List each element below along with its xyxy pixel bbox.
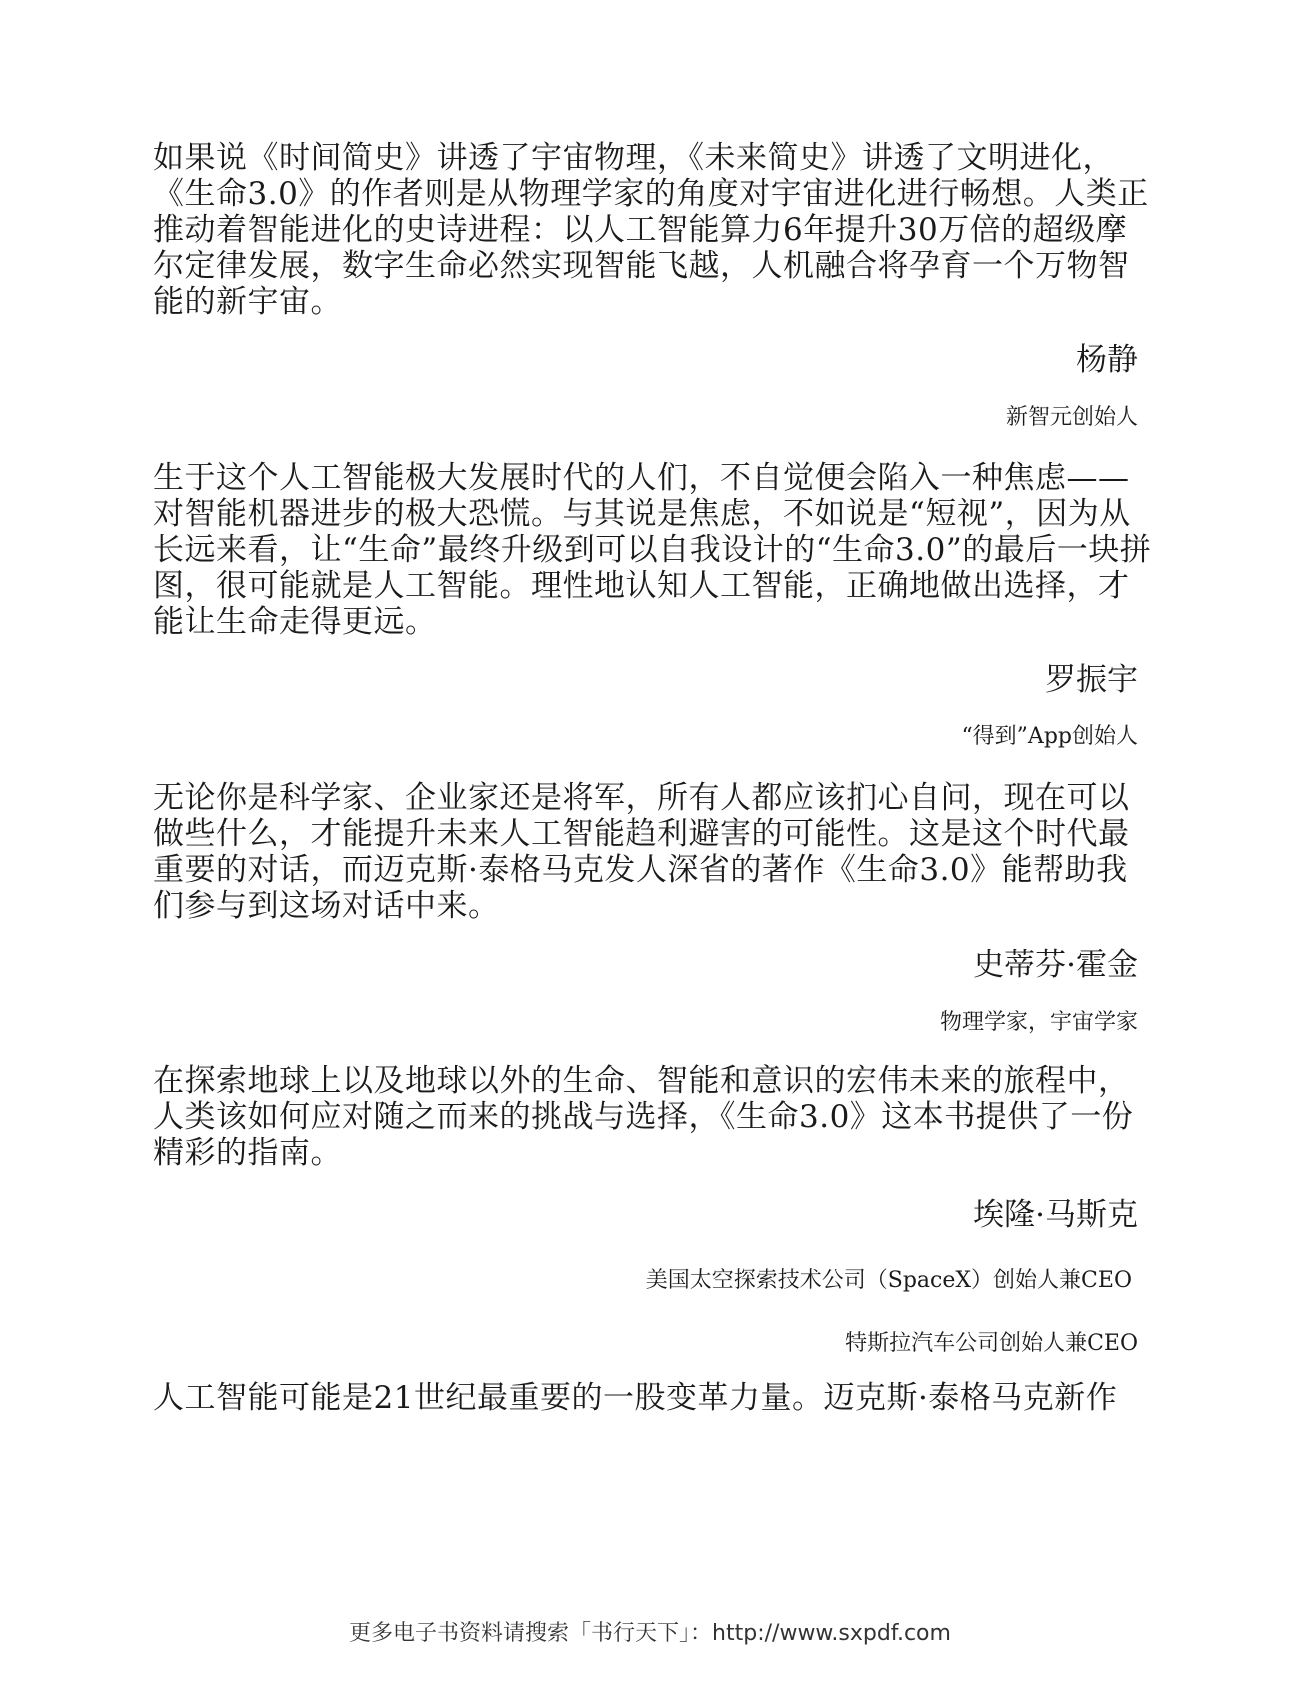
endorsement-title-4b: 特斯拉汽车公司创始人兼CEO [845, 1331, 1138, 1356]
endorsement-author-1: 杨静 [1076, 342, 1138, 378]
endorsement-title-3: 物理学家，宇宙学家 [939, 1010, 1138, 1035]
endorsement-author-4: 埃隆·马斯克 [973, 1197, 1138, 1233]
endorsement-title-1: 新智元创始人 [1005, 405, 1138, 430]
endorsement-author-3: 史蒂芬·霍金 [973, 947, 1138, 983]
endorsement-text-3: 无论你是科学家、企业家还是将军，所有人都应该扪心自问，现在可以做些什么，才能提升未来人工智能趋利避害的可能性。这是这个时代最重要的对话，而迈克斯·泰格马克发人深省的著作《生命3.0》能帮助我们参与到这场对话中来。 [153, 780, 1130, 924]
endorsement-text-2: 生于这个人工智能极大发展时代的人们，不自觉便会陷入一种焦虑——对智能机器进步的极大恐慌。与其说是焦虑，不如说是“短视”，因为从长远来看，让“生命”最终升级到可以自我设计的“生命3.0”的最后一块拼图，很可能就是人工智能。理性地认知人工智能，正确地做出选择，才能让生命走得更远。 [153, 460, 1152, 640]
endorsement-author-2: 罗振宇 [1045, 662, 1138, 698]
endorsement-title-2: “得到”App创始人 [961, 724, 1138, 749]
endorsement-text-4: 在探索地球上以及地球以外的生命、智能和意识的宏伟未来的旅程中，人类该如何应对随之而来的挑战与选择，《生命3.0》这本书提供了一份精彩的指南。 [153, 1063, 1134, 1171]
endorsement-title-4a: 美国太空探索技术公司（SpaceX）创始人兼CEO [645, 1268, 1132, 1293]
footer-watermark: 更多电子书资料请搜索「书行天下」：http://www.sxpdf.com [349, 1621, 951, 1646]
endorsement-text-1: 如果说《时间简史》讲透了宇宙物理，《未来简史》讲透了文明进化，《生命3.0》的作者则是从物理学家的角度对宇宙进化进行畅想。人类正推动着智能进化的史诗进程：以人工智能算力6年提升30万倍的超级摩尔定律发展，数字生命必然实现智能飞越，人机融合将孕育一个万物智能的新宇宙。 [153, 140, 1149, 320]
endorsement-text-5: 人工智能可能是21世纪最重要的一股变革力量。迈克斯·泰格马克新作 [153, 1380, 1118, 1416]
